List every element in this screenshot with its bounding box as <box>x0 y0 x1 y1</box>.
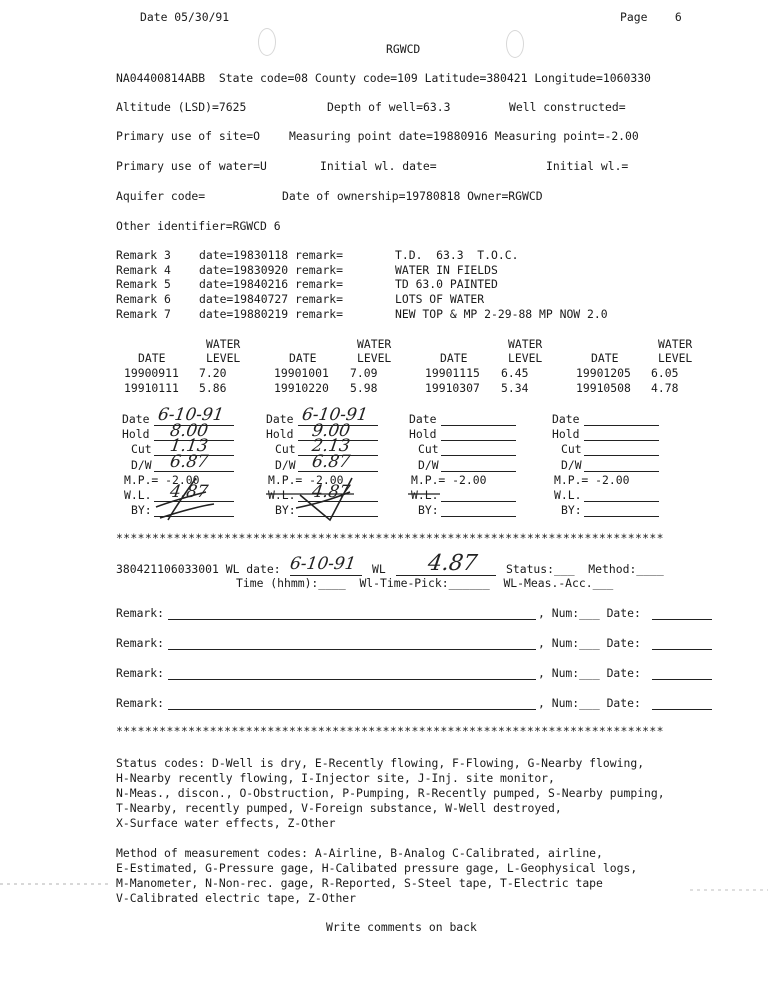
remark-line-label: Remark: <box>116 606 165 620</box>
initial-wl: Initial wl.= <box>546 159 629 173</box>
label-date: Date <box>409 412 437 426</box>
table-cell: 5.86 <box>199 381 227 395</box>
label-dw: D/W <box>275 458 296 472</box>
field-line[interactable] <box>584 440 659 441</box>
remark-label: Remark 5 <box>116 277 171 291</box>
col-header-water: WATER <box>508 337 543 351</box>
label-date: Date <box>122 412 150 426</box>
col-header-level: LEVEL <box>206 351 241 365</box>
label-hold: Hold <box>266 427 294 441</box>
remark-input-line[interactable] <box>168 619 536 620</box>
handwritten-wl: 4.87 <box>168 482 210 502</box>
method-code-line: V-Calibrated electric tape, Z-Other <box>116 891 357 905</box>
label-dw: D/W <box>418 458 439 472</box>
field-line[interactable] <box>584 516 659 517</box>
table-cell: 19910508 <box>576 381 631 395</box>
label-by: BY: <box>561 503 582 517</box>
table-cell: 6.05 <box>651 366 679 380</box>
label-wl: W.L. <box>411 488 439 502</box>
status-code-line: H-Nearby recently flowing, I-Injector site, J-Inj. site monitor, <box>116 771 555 785</box>
method-code-line: M-Manometer, N-Non-rec. gage, R-Reported, S-Steel tape, T-Electric tape <box>116 876 603 890</box>
handwritten-wl-value: 4.87 <box>426 551 479 576</box>
method-code-line: E-Estimated, G-Pressure gage, H-Calibated pressure gage, L-Geophysical logs, <box>116 861 638 875</box>
remark-input-line[interactable] <box>168 709 536 710</box>
label-mp: M.P.= -2.00 <box>124 473 200 487</box>
punch-hole-right <box>506 30 524 58</box>
remark-line-label: Remark: <box>116 636 165 650</box>
col-header-date: DATE <box>138 351 166 365</box>
method-code-line: Method of measurement codes: A-Airline, B-Analog C-Calibrated, airline, <box>116 846 603 860</box>
col-header-water: WATER <box>658 337 693 351</box>
col-header-date: DATE <box>289 351 317 365</box>
field-line[interactable] <box>441 501 516 502</box>
handwritten-wl-date: 6-10-91 <box>288 554 358 574</box>
label-date: Date <box>552 412 580 426</box>
remark-label: Remark 4 <box>116 263 171 277</box>
label-dw: D/W <box>131 458 152 472</box>
col-header-date: DATE <box>591 351 619 365</box>
agency-title: RGWCD <box>386 42 421 56</box>
table-cell: 19901001 <box>274 366 329 380</box>
label-mp: M.P.= -2.00 <box>268 473 344 487</box>
measuring-point: Measuring point date=19880916 Measuring point=-2.00 <box>289 129 639 143</box>
print-date: Date 05/30/91 <box>140 10 230 24</box>
wl-label: WL <box>372 562 386 576</box>
remark-text: TD 63.0 PAINTED <box>395 277 498 291</box>
handwritten-cut: 1.13 <box>168 436 210 456</box>
site-id-line: NA04400814ABB State code=08 County code=109 Latitude=380421 Longitude=1060330 <box>116 71 651 85</box>
field-line[interactable] <box>441 516 516 517</box>
remark-num-date: , Num:___ Date: <box>538 696 641 710</box>
punch-hole-left <box>258 28 276 56</box>
remark-text: WATER IN FIELDS <box>395 263 498 277</box>
remark-num-date: , Num:___ Date: <box>538 636 641 650</box>
table-cell: 19901205 <box>576 366 631 380</box>
aquifer-code: Aquifer code= <box>116 189 206 203</box>
table-cell: 7.09 <box>350 366 378 380</box>
remark-input-line[interactable] <box>168 679 536 680</box>
label-cut: Cut <box>418 442 439 456</box>
field-line <box>298 516 378 517</box>
remark-text: T.D. 63.3 T.O.C. <box>395 248 519 262</box>
field-line[interactable] <box>584 455 659 456</box>
remark-label: Remark 7 <box>116 307 171 321</box>
status-code-line: T-Nearby, recently pumped, V-Foreign substance, W-Well destroyed, <box>116 801 562 815</box>
table-cell: 5.98 <box>350 381 378 395</box>
label-by: BY: <box>418 503 439 517</box>
ownership: Date of ownership=19780818 Owner=RGWCD <box>282 189 543 203</box>
table-cell: 19910220 <box>274 381 329 395</box>
remark-date: date=19880219 remark= <box>199 307 344 321</box>
table-cell: 19910111 <box>124 381 179 395</box>
field-line[interactable] <box>441 471 516 472</box>
remark-date-line[interactable] <box>652 619 712 620</box>
table-cell: 19900911 <box>124 366 179 380</box>
field-line[interactable] <box>584 501 659 502</box>
remark-date: date=19840727 remark= <box>199 292 344 306</box>
altitude: Altitude (LSD)=7625 <box>116 100 247 114</box>
star-divider: **************************************************************************** <box>116 531 664 545</box>
handwritten-date: 6-10-91 <box>300 405 370 425</box>
remark-input-line[interactable] <box>168 649 536 650</box>
col-header-water: WATER <box>357 337 392 351</box>
table-cell: 5.34 <box>501 381 529 395</box>
col-header-date: DATE <box>440 351 468 365</box>
col-header-water: WATER <box>206 337 241 351</box>
col-header-level: LEVEL <box>658 351 693 365</box>
remark-date-line[interactable] <box>652 649 712 650</box>
label-mp: M.P.= -2.00 <box>554 473 630 487</box>
field-line[interactable] <box>441 425 516 426</box>
table-cell: 19910307 <box>425 381 480 395</box>
table-cell: 19901115 <box>425 366 480 380</box>
col-header-level: LEVEL <box>508 351 543 365</box>
remark-text: LOTS OF WATER <box>395 292 485 306</box>
handwritten-hold: 9.00 <box>310 421 352 441</box>
label-by: BY: <box>275 503 296 517</box>
label-date: Date <box>266 412 294 426</box>
remark-text: NEW TOP & MP 2-29-88 MP NOW 2.0 <box>395 307 608 321</box>
handwritten-cut: 2.13 <box>310 436 352 456</box>
label-cut: Cut <box>131 442 152 456</box>
remark-date-line[interactable] <box>652 709 712 710</box>
label-hold: Hold <box>122 427 150 441</box>
field-line <box>154 516 234 517</box>
remark-label: Remark 6 <box>116 292 171 306</box>
status-method: Status:___ Method:____ <box>506 562 664 576</box>
label-cut: Cut <box>561 442 582 456</box>
handwritten-date: 6-10-91 <box>156 405 226 425</box>
label-by: BY: <box>131 503 152 517</box>
primary-use-site: Primary use of site=O <box>116 129 261 143</box>
table-cell: 4.78 <box>651 381 679 395</box>
label-wl: W.L. <box>268 488 296 502</box>
handwritten-dw: 6.87 <box>168 452 210 472</box>
wl-site-id: 380421106033001 WL date: <box>116 562 281 576</box>
label-hold: Hold <box>409 427 437 441</box>
table-cell: 7.20 <box>199 366 227 380</box>
footer-note: Write comments on back <box>326 920 477 934</box>
status-code-line: N-Meas., discon., O-Obstruction, P-Pumping, R-Recently pumped, S-Nearby pumping, <box>116 786 665 800</box>
col-header-level: LEVEL <box>357 351 392 365</box>
label-dw: D/W <box>561 458 582 472</box>
remark-date: date=19830118 remark= <box>199 248 344 262</box>
page-number: Page 6 <box>620 10 682 24</box>
status-code-line: Status codes: D-Well is dry, E-Recently flowing, F-Flowing, G-Nearby flowing, <box>116 756 645 770</box>
label-mp: M.P.= -2.00 <box>411 473 487 487</box>
handwritten-dw: 6.87 <box>310 452 352 472</box>
label-hold: Hold <box>552 427 580 441</box>
remark-date: date=19830920 remark= <box>199 263 344 277</box>
primary-use-water: Primary use of water=U <box>116 159 267 173</box>
remark-date: date=19840216 remark= <box>199 277 344 291</box>
time-fields: Time (hhmm):____ Wl-Time-Pick:______ WL-Meas.-Acc.___ <box>236 576 614 590</box>
remark-line-label: Remark: <box>116 696 165 710</box>
star-divider: **************************************************************************** <box>116 724 664 738</box>
well-depth: Depth of well=63.3 <box>327 100 451 114</box>
field-line[interactable] <box>584 425 659 426</box>
well-constructed: Well constructed= <box>509 100 626 114</box>
label-wl: W.L. <box>554 488 582 502</box>
remark-num-date: , Num:___ Date: <box>538 606 641 620</box>
remark-label: Remark 3 <box>116 248 171 262</box>
status-code-line: X-Surface water effects, Z-Other <box>116 816 336 830</box>
field-line[interactable] <box>441 440 516 441</box>
field-line[interactable] <box>584 471 659 472</box>
table-cell: 6.45 <box>501 366 529 380</box>
remark-num-date: , Num:___ Date: <box>538 666 641 680</box>
remark-line-label: Remark: <box>116 666 165 680</box>
handwritten-hold: 8.00 <box>168 421 210 441</box>
initial-wl-date: Initial wl. date= <box>320 159 437 173</box>
remark-date-line[interactable] <box>652 679 712 680</box>
label-wl: W.L. <box>124 488 152 502</box>
field-line[interactable] <box>441 455 516 456</box>
label-cut: Cut <box>275 442 296 456</box>
other-identifier: Other identifier=RGWCD 6 <box>116 219 281 233</box>
handwritten-wl: 4.87 <box>310 482 352 502</box>
